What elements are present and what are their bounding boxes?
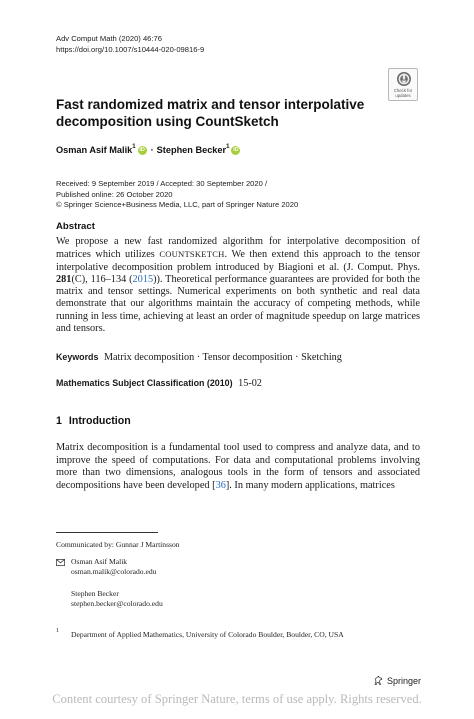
abstract-text: )). Theoretical performance guarantees are provided for both the matrix and tensor settings. Numerical experiments on both synthetic and real data demonstrate that our algorithms maintain the accuracy of competing methods, while running in less time, achieving at least an order of magnitude speedup on large matrices and tensors. (56, 273, 420, 334)
springer-horse-icon (373, 675, 384, 686)
abstract-text: We propose a new fast randomized algorithm for interpolative decomposition of matrices which utilizes (56, 236, 420, 261)
abstract-body (56, 236, 420, 335)
paper-title (56, 96, 386, 130)
affiliation-number: 1 (56, 628, 59, 634)
contact-email[interactable]: stephen.becker@colorado.edu (71, 599, 163, 609)
title-line-2: decomposition using CountSketch (56, 114, 279, 129)
title-line-1: Fast randomized matrix and tensor interpolative (56, 97, 365, 112)
doi-link[interactable]: https://doi.org/10.1007/s10444-020-09816-9 (56, 45, 205, 54)
journal-citation: Adv Comput Math (2020) 46:76 (56, 34, 162, 43)
affiliation-marker: 1 (226, 144, 230, 150)
author-separator: · (150, 145, 154, 155)
courtesy-notice: Content courtesy of Springer Nature, terms of use apply. Rights reserved. (52, 692, 422, 706)
badge-label-line2: updates (395, 93, 411, 98)
abstract-heading: Abstract (56, 221, 95, 232)
intro-text: ]. In many modern applications, matrices (225, 479, 395, 491)
footnote-divider (56, 532, 158, 533)
article-history (56, 179, 298, 211)
check-for-updates-icon (396, 71, 412, 87)
history-copyright: © Springer Science+Business Media, LLC, part of Springer Nature 2020 (56, 200, 299, 210)
badge-label (389, 88, 417, 98)
affiliation-text: Department of Applied Mathematics, University of Colorado Boulder, Boulder, CO, USA (71, 630, 344, 639)
abstract-text: (C), 116–134 ( (71, 273, 133, 285)
history-received: Received: 9 September 2019 / Accepted: 30 September 2020 / (56, 179, 268, 188)
second-author-contact (71, 589, 163, 610)
countsketch-term: COUNTSKETCH (159, 249, 225, 260)
orcid-icon[interactable]: iD (233, 146, 239, 153)
publisher-name: Springer (387, 675, 422, 686)
citation-year-link[interactable]: 2015 (132, 273, 154, 285)
envelope-icon (56, 559, 65, 566)
affiliation-marker: 1 (132, 144, 136, 150)
author-name[interactable]: Osman Asif Malik (56, 145, 133, 155)
contact-email[interactable]: osman.malik@colorado.edu (71, 567, 157, 577)
volume-number: 281 (56, 273, 72, 285)
section-heading (56, 415, 131, 427)
springer-logo (373, 675, 421, 686)
keywords-line (56, 352, 342, 363)
keywords-label: Keywords (56, 352, 99, 362)
msc-label: Mathematics Subject Classification (2010) (56, 378, 233, 388)
reference-link[interactable]: 36 (215, 479, 226, 491)
section-number: 1 (56, 415, 62, 427)
msc-text: 15-02 (238, 378, 262, 389)
contact-name: Stephen Becker (71, 589, 119, 598)
badge-label-line1: Check for (393, 88, 413, 93)
orcid-icon[interactable]: iD (139, 146, 145, 153)
history-published: Published online: 26 October 2020 (56, 189, 173, 199)
introduction-body (56, 442, 420, 492)
journal-header (56, 33, 204, 55)
intro-text: Matrix decomposition is a fundamental tool used to compress and analyze data, and to improve the speed of computations. For data and computational problems involving more than two dimensions, analogous tools in the form of tensors and associated decompositions have been developed [ (56, 442, 420, 491)
communicated-by: Communicated by: Gunnar J Martinsson (56, 540, 180, 549)
keywords-text: Matrix decomposition · Tensor decomposition · Sketching (103, 352, 342, 363)
abstract-text: . We then extend this approach to the tensor interpolative decomposition problem introduced by Biagioni et al. (J. Comput. Phys. (56, 249, 420, 273)
section-title: Introduction (68, 415, 131, 427)
contact-name: Osman Asif Malik (71, 557, 128, 566)
author-name[interactable]: Stephen Becker (156, 145, 227, 155)
corresponding-author (71, 557, 156, 578)
author-list (56, 145, 243, 155)
msc-line (56, 378, 262, 389)
check-for-updates-badge[interactable] (388, 68, 418, 101)
